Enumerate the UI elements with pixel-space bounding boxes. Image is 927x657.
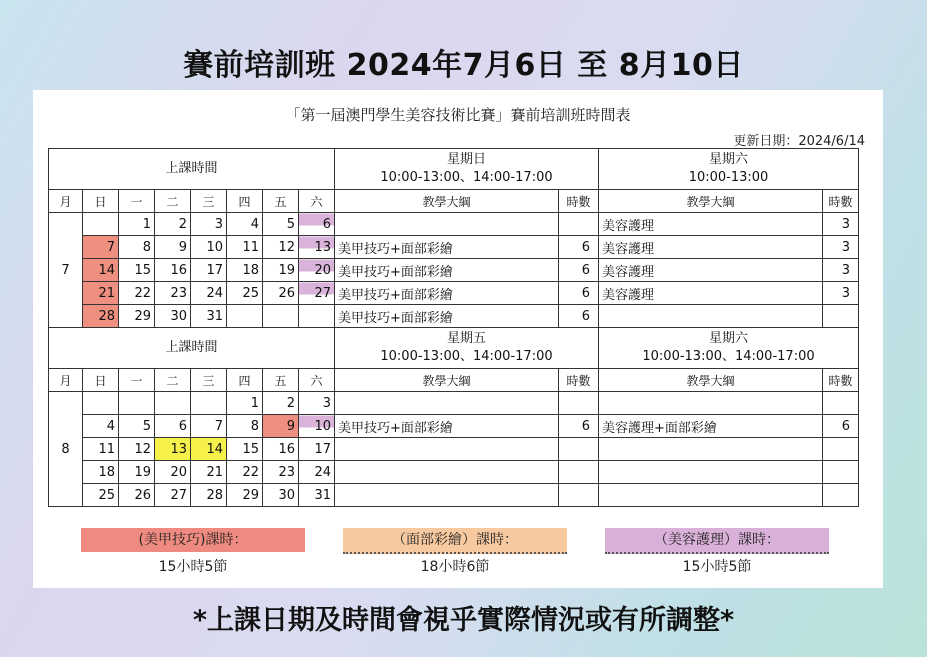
date-cell: 4 [227,213,263,236]
weekday-label: 日 [83,190,119,213]
weekday-label: 二 [155,369,191,392]
syllabus-label: 教學大綱 [335,369,559,392]
session-b-hours [823,392,859,415]
session-a-hours: 6 [559,282,599,305]
weekday-label: 一 [119,369,155,392]
date-cell: 3 [299,392,335,415]
session-a-subject: 美甲技巧+面部彩繪 [335,415,559,438]
date-cell: 21 [83,282,119,305]
document-title: 「第一屆澳門學生美容技術比賽」賽前培訓班時間表 [285,106,631,124]
date-cell: 11 [83,438,119,461]
date-cell [119,392,155,415]
date-cell: 23 [263,461,299,484]
session-b-day: 星期六 [708,152,748,167]
date-cell: 26 [263,282,299,305]
date-cell: 5 [263,213,299,236]
date-cell: 27 [155,484,191,507]
hours-label: 時數 [559,190,599,213]
date-cell: 25 [83,484,119,507]
session-b-time: 10:00-13:00、14:00-17:00 [642,349,815,364]
date-cell: 9 [263,415,299,438]
date-cell: 1 [227,392,263,415]
session-a-header [335,328,599,369]
table-row [49,392,859,415]
syllabus-label: 教學大綱 [599,190,823,213]
session-b-hours: 3 [823,282,859,305]
session-b-hours [823,438,859,461]
weekday-label: 四 [227,369,263,392]
date-cell: 14 [83,259,119,282]
session-a-subject: 美甲技巧+面部彩繪 [335,236,559,259]
weekday-label: 四 [227,190,263,213]
session-a-subject [335,213,559,236]
month-column-label: 月 [49,190,83,213]
date-cell: 8 [227,415,263,438]
schedule-table [48,148,859,507]
session-a-subject: 美甲技巧+面部彩繪 [335,282,559,305]
session-b-subject: 美容護理+面部彩繪 [599,415,823,438]
date-cell: 20 [299,259,335,282]
date-cell: 24 [191,282,227,305]
session-b-subject [599,461,823,484]
legend-face-hours: 18小時6節 [420,559,490,575]
session-a-day: 星期日 [446,152,486,167]
legend-face: （面部彩繪）課時： [343,528,567,554]
table-row [49,305,859,328]
date-cell: 10 [191,236,227,259]
schedule-panel [33,90,883,588]
date-cell [263,305,299,328]
month-cell: 8 [49,392,83,507]
syllabus-label: 教學大綱 [599,369,823,392]
legend-beauty: （美容護理）課時： [605,528,829,554]
date-cell: 30 [263,484,299,507]
date-cell: 6 [155,415,191,438]
date-cell: 28 [83,305,119,328]
month-column-label: 月 [49,369,83,392]
weekday-label: 日 [83,369,119,392]
date-cell: 13 [299,236,335,259]
session-a-hours [559,213,599,236]
hours-label: 時數 [823,190,859,213]
date-cell: 19 [263,259,299,282]
session-a-hours [559,484,599,507]
session-b-subject: 美容護理 [599,213,823,236]
date-cell: 5 [119,415,155,438]
session-b-hours: 3 [823,259,859,282]
weekday-label: 六 [299,190,335,213]
date-cell: 17 [299,438,335,461]
session-a-hours: 6 [559,305,599,328]
weekday-label: 五 [263,369,299,392]
weekday-label: 六 [299,369,335,392]
session-a-hours: 6 [559,236,599,259]
date-cell: 16 [155,259,191,282]
date-cell [227,305,263,328]
footnote: *上課日期及時間會視乎實際情況或有所調整* [192,605,735,636]
date-cell: 21 [191,461,227,484]
session-a-subject [335,438,559,461]
date-cell: 18 [227,259,263,282]
session-a-hours [559,461,599,484]
class-time-label: 上課時間 [49,149,335,190]
date-cell: 23 [155,282,191,305]
class-time-label: 上課時間 [49,328,335,369]
table-row [49,415,859,438]
weekday-label: 一 [119,190,155,213]
date-cell: 27 [299,282,335,305]
column-label-row [49,190,859,213]
session-a-subject: 美甲技巧+面部彩繪 [335,305,559,328]
session-a-time: 10:00-13:00、14:00-17:00 [380,170,553,185]
hours-label: 時數 [559,369,599,392]
session-a-subject [335,484,559,507]
date-cell: 12 [263,236,299,259]
date-cell: 18 [83,461,119,484]
date-cell: 13 [155,438,191,461]
session-a-hours [559,392,599,415]
session-b-hours: 3 [823,213,859,236]
legend-beauty-hours: 15小時5節 [682,559,752,575]
syllabus-label: 教學大綱 [335,190,559,213]
session-header-row [49,149,859,190]
date-cell: 11 [227,236,263,259]
date-cell: 12 [119,438,155,461]
session-b-subject [599,305,823,328]
session-b-subject [599,484,823,507]
table-row [49,282,859,305]
legend-nail-hours: 15小時5節 [158,559,228,575]
date-cell: 14 [191,438,227,461]
date-cell: 29 [119,305,155,328]
date-cell: 16 [263,438,299,461]
session-b-hours [823,305,859,328]
date-cell: 31 [299,484,335,507]
date-cell [83,213,119,236]
session-a-header [335,149,599,190]
session-header-row [49,328,859,369]
date-cell: 2 [155,213,191,236]
date-cell: 10 [299,415,335,438]
table-row [49,461,859,484]
weekday-label: 三 [191,190,227,213]
date-cell: 22 [227,461,263,484]
session-a-time: 10:00-13:00、14:00-17:00 [380,349,553,364]
session-a-hours: 6 [559,259,599,282]
weekday-label: 二 [155,190,191,213]
date-cell [299,305,335,328]
date-cell: 3 [191,213,227,236]
table-row [49,259,859,282]
date-cell: 28 [191,484,227,507]
banner-title: 賽前培訓班 2024年7月6日 至 8月10日 [183,48,744,83]
session-a-subject: 美甲技巧+面部彩繪 [335,259,559,282]
table-row [49,484,859,507]
date-cell: 8 [119,236,155,259]
session-b-subject: 美容護理 [599,236,823,259]
session-b-day: 星期六 [708,331,748,346]
session-a-subject [335,392,559,415]
date-cell [191,392,227,415]
date-cell: 2 [263,392,299,415]
date-cell: 25 [227,282,263,305]
session-b-header [599,328,859,369]
session-a-subject [335,461,559,484]
date-cell [155,392,191,415]
date-cell: 26 [119,484,155,507]
weekday-label: 五 [263,190,299,213]
date-cell: 15 [119,259,155,282]
date-cell: 17 [191,259,227,282]
session-b-subject [599,392,823,415]
date-cell: 9 [155,236,191,259]
session-b-hours [823,484,859,507]
session-b-hours: 6 [823,415,859,438]
column-label-row [49,369,859,392]
date-cell: 7 [191,415,227,438]
date-cell: 20 [155,461,191,484]
legend-nail: (美甲技巧)課時： [81,528,305,552]
session-a-hours [559,438,599,461]
date-cell: 22 [119,282,155,305]
session-a-hours: 6 [559,415,599,438]
table-row [49,438,859,461]
date-cell: 15 [227,438,263,461]
session-b-subject: 美容護理 [599,282,823,305]
table-row [49,213,859,236]
weekday-label: 三 [191,369,227,392]
month-cell: 7 [49,213,83,328]
session-b-time: 10:00-13:00 [688,170,769,185]
date-cell: 31 [191,305,227,328]
date-cell: 29 [227,484,263,507]
date-cell: 30 [155,305,191,328]
session-b-subject: 美容護理 [599,259,823,282]
date-cell: 19 [119,461,155,484]
date-cell: 24 [299,461,335,484]
session-b-hours: 3 [823,236,859,259]
hours-label: 時數 [823,369,859,392]
session-b-subject [599,438,823,461]
date-cell [83,392,119,415]
date-cell: 6 [299,213,335,236]
date-cell: 1 [119,213,155,236]
session-b-hours [823,461,859,484]
date-cell: 7 [83,236,119,259]
session-a-day: 星期五 [446,331,486,346]
session-b-header [599,149,859,190]
table-row [49,236,859,259]
date-cell: 4 [83,415,119,438]
updated-date: 更新日期：2024/6/14 [733,134,865,149]
